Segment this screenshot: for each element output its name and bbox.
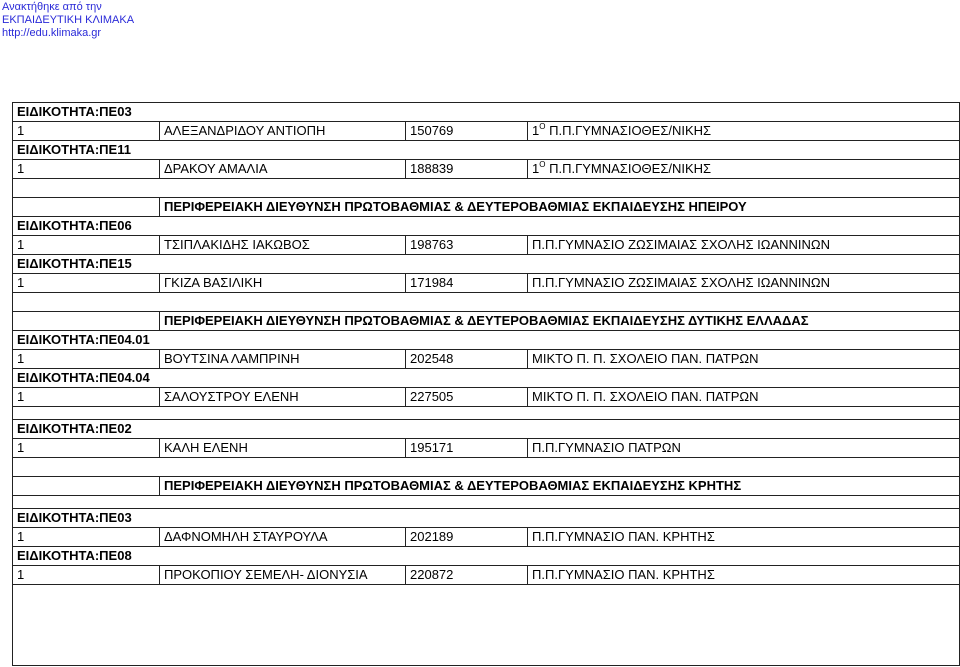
region-heading: ΠΕΡΙΦΕΡΕΙΑΚΗ ΔΙΕΥΘΥΝΣΗ ΠΡΩΤΟΒΑΘΜΙΑΣ & ΔΕΥΤΕΡΟΒΑΘΜΙΑΣ ΕΚΠΑΙΔΕΥΣΗΣ ΗΠΕΙΡΟΥ [160,198,960,217]
specialty-row [13,420,960,439]
blank-cell [13,293,960,312]
entry-number: 1 [13,160,160,179]
watermark-line-3: http://edu.klimaka.gr [2,27,102,39]
gap-cell [13,496,960,509]
entry-code: 171984 [406,274,528,293]
entry-name: ΔΡΑΚΟΥ ΑΜΑΛΙΑ [160,160,406,179]
specialty-label: ΕΙΔΙΚΟΤΗΤΑ:ΠΕ04.01 [13,331,960,350]
specialty-label: ΕΙΔΙΚΟΤΗΤΑ:ΠΕ15 [13,255,960,274]
entry-number: 1 [13,122,160,141]
entry-number: 1 [13,236,160,255]
gap-row [13,407,960,420]
table-row [13,350,960,369]
school-name: Π.Π.ΓΥΜΝΑΣΙΟ ΖΩΣΙΜΑΙΑΣ ΣΧΟΛΗΣ ΙΩΑΝΝΙΝΩΝ [532,275,831,290]
entry-school [528,236,960,255]
entry-name: ΑΛΕΞΑΝΔΡΙΔΟΥ ΑΝΤΙΟΠΗ [160,122,406,141]
specialty-row [13,509,960,528]
specialty-row [13,369,960,388]
school-ordinal: 1 [532,123,540,138]
blank-cell [13,179,960,198]
table-row [13,388,960,407]
school-ordinal-superscript: Ο [539,122,546,131]
table-row [13,122,960,141]
school-name: ΜΙΚΤΟ Π. Π. ΣΧΟΛΕΙΟ ΠΑΝ. ΠΑΤΡΩΝ [532,389,759,404]
specialty-label: ΕΙΔΙΚΟΤΗΤΑ:ΠΕ08 [13,547,960,566]
watermark-line-1: Ανακτήθηκε από την [2,1,102,13]
blank-cell [13,458,960,477]
school-ordinal: 1 [532,161,540,176]
entry-school [528,528,960,547]
specialty-label: ΕΙΔΙΚΟΤΗΤΑ:ΠΕ11 [13,141,960,160]
table-body [13,103,960,666]
entry-number: 1 [13,566,160,585]
entry-name: ΚΑΛΗ ΕΛΕΝΗ [160,439,406,458]
specialty-label: ΕΙΔΙΚΟΤΗΤΑ:ΠΕ02 [13,420,960,439]
blank-row [13,458,960,477]
gap-row [13,496,960,509]
specialty-row [13,547,960,566]
watermark [2,1,134,40]
region-spacer-cell [13,477,160,496]
entry-number: 1 [13,439,160,458]
school-ordinal-superscript: Ο [539,160,546,169]
specialty-label: ΕΙΔΙΚΟΤΗΤΑ:ΠΕ03 [13,509,960,528]
entry-number: 1 [13,350,160,369]
appointments-table [12,102,960,666]
entry-name: ΠΡΟΚΟΠΙΟΥ ΣΕΜΕΛΗ- ΔΙΟΝΥΣΙΑ [160,566,406,585]
entry-code: 227505 [406,388,528,407]
school-name: Π.Π.ΓΥΜΝΑΣΙΟ ΠΑΝ. ΚΡΗΤΗΣ [532,567,715,582]
trailing-row [13,585,960,666]
specialty-row [13,103,960,122]
region-spacer-cell [13,312,160,331]
table-row [13,236,960,255]
entry-code: 188839 [406,160,528,179]
entry-code: 220872 [406,566,528,585]
school-name: Π.Π.ΓΥΜΝΑΣΙΟΘΕΣ/ΝΙΚΗΣ [545,123,712,138]
entry-name: ΔΑΦΝΟΜΗΛΗ ΣΤΑΥΡΟΥΛΑ [160,528,406,547]
entry-number: 1 [13,274,160,293]
entry-name: ΣΑΛΟΥΣΤΡΟΥ ΕΛΕΝΗ [160,388,406,407]
region-spacer-cell [13,198,160,217]
entry-school [528,388,960,407]
school-name: ΜΙΚΤΟ Π. Π. ΣΧΟΛΕΙΟ ΠΑΝ. ΠΑΤΡΩΝ [532,351,759,366]
region-row [13,477,960,496]
blank-row [13,179,960,198]
entry-school [528,122,960,141]
entry-school [528,566,960,585]
entry-code: 150769 [406,122,528,141]
region-row [13,312,960,331]
specialty-label: ΕΙΔΙΚΟΤΗΤΑ:ΠΕ06 [13,217,960,236]
table-row [13,566,960,585]
school-name: Π.Π.ΓΥΜΝΑΣΙΟ ΖΩΣΙΜΑΙΑΣ ΣΧΟΛΗΣ ΙΩΑΝΝΙΝΩΝ [532,237,831,252]
specialty-row [13,141,960,160]
specialty-row [13,217,960,236]
entry-code: 202548 [406,350,528,369]
region-row [13,198,960,217]
entry-name: ΤΣΙΠΛΑΚΙΔΗΣ ΙΑΚΩΒΟΣ [160,236,406,255]
trailing-cell [13,585,960,666]
entry-school [528,439,960,458]
entry-name: ΒΟΥΤΣΙΝΑ ΛΑΜΠΡΙΝΗ [160,350,406,369]
school-name: Π.Π.ΓΥΜΝΑΣΙΟ ΠΑΤΡΩΝ [532,440,681,455]
table-row [13,528,960,547]
school-name: Π.Π.ΓΥΜΝΑΣΙΟΘΕΣ/ΝΙΚΗΣ [545,161,712,176]
table-row [13,160,960,179]
school-name: Π.Π.ΓΥΜΝΑΣΙΟ ΠΑΝ. ΚΡΗΤΗΣ [532,529,715,544]
entry-number: 1 [13,528,160,547]
entry-school [528,274,960,293]
gap-cell [13,407,960,420]
blank-row [13,293,960,312]
entry-school [528,160,960,179]
watermark-line-2: ΕΚΠΑΙΔΕΥΤΙΚΗ ΚΛΙΜΑΚΑ [2,14,135,26]
specialty-label: ΕΙΔΙΚΟΤΗΤΑ:ΠΕ04.04 [13,369,960,388]
region-heading: ΠΕΡΙΦΕΡΕΙΑΚΗ ΔΙΕΥΘΥΝΣΗ ΠΡΩΤΟΒΑΘΜΙΑΣ & ΔΕΥΤΕΡΟΒΑΘΜΙΑΣ ΕΚΠΑΙΔΕΥΣΗΣ ΚΡΗΤΗΣ [160,477,960,496]
entry-name: ΓΚΙΖΑ ΒΑΣΙΛΙΚΗ [160,274,406,293]
region-heading: ΠΕΡΙΦΕΡΕΙΑΚΗ ΔΙΕΥΘΥΝΣΗ ΠΡΩΤΟΒΑΘΜΙΑΣ & ΔΕΥΤΕΡΟΒΑΘΜΙΑΣ ΕΚΠΑΙΔΕΥΣΗΣ ΔΥΤΙΚΗΣ ΕΛΛΑΔΑΣ [160,312,960,331]
entry-code: 195171 [406,439,528,458]
specialty-row [13,331,960,350]
table-row [13,439,960,458]
specialty-row [13,255,960,274]
entry-code: 202189 [406,528,528,547]
entry-number: 1 [13,388,160,407]
specialty-label: ΕΙΔΙΚΟΤΗΤΑ:ΠΕ03 [13,103,960,122]
entry-code: 198763 [406,236,528,255]
table-row [13,274,960,293]
entry-school [528,350,960,369]
